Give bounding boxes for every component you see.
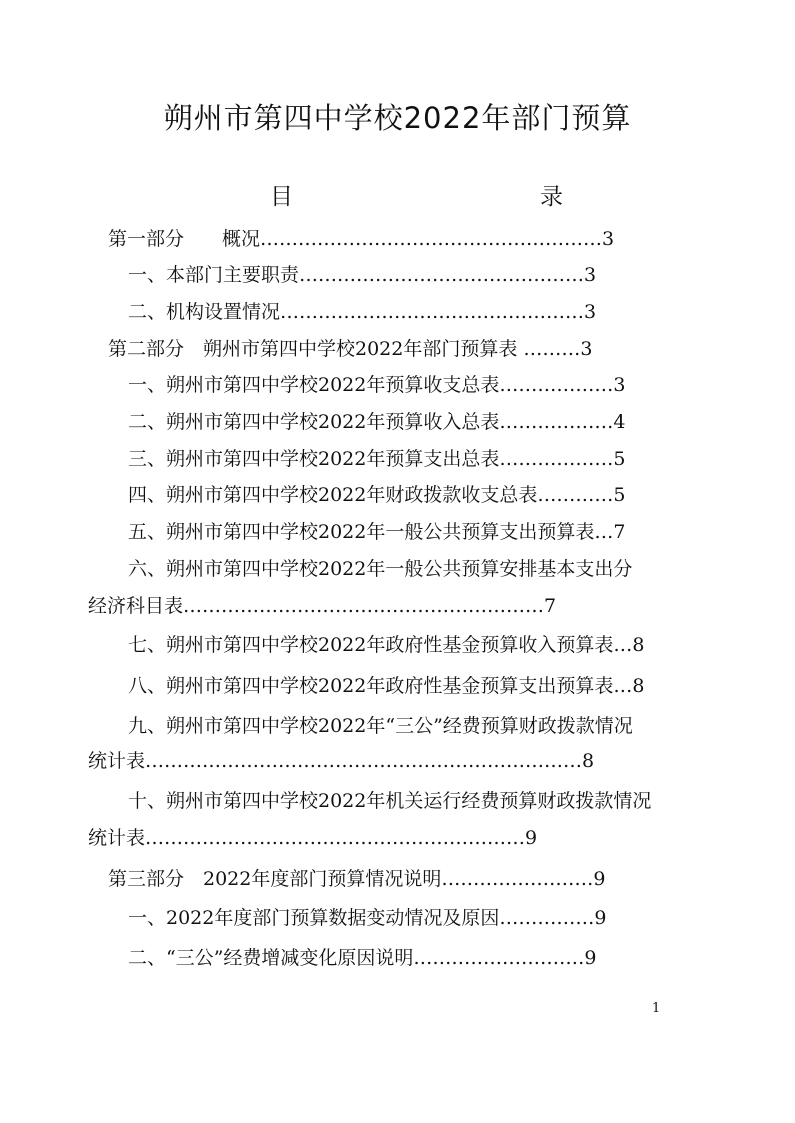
toc-line: 经济科目表…………………………………………………7 xyxy=(88,595,557,617)
toc-line: 六、朔州市第四中学校2022年一般公共预算安排基本支出分 xyxy=(128,558,633,580)
toc-line: 一、本部门主要职责………………………………………3 xyxy=(128,264,597,286)
toc-line: 一、2022年度部门预算数据变动情况及原因……………9 xyxy=(128,907,607,929)
toc-line: 二、机构设置情况…………………………………………3 xyxy=(128,301,597,323)
document-title: 朔州市第四中学校2022年部门预算 xyxy=(163,101,632,135)
toc-line: 三、朔州市第四中学校2022年预算支出总表………………5 xyxy=(128,448,626,470)
toc-line: 统计表……………………………………………………………8 xyxy=(88,750,595,772)
toc-line: 四、朔州市第四中学校2022年财政拨款收支总表…………5 xyxy=(128,484,626,506)
toc-line: 五、朔州市第四中学校2022年一般公共预算支出预算表…7 xyxy=(128,521,626,543)
toc-line: 八、朔州市第四中学校2022年政府性基金预算支出预算表…8 xyxy=(128,675,645,697)
page-number: 1 xyxy=(652,1001,661,1016)
toc-line: 第三部分 2022年度部门预算情况说明……………………9 xyxy=(108,868,606,890)
toc-heading-mu: 目 xyxy=(270,184,293,210)
toc-line: 第二部分 朔州市第四中学校2022年部门预算表 ………3 xyxy=(108,338,593,360)
toc-line: 七、朔州市第四中学校2022年政府性基金预算收入预算表…8 xyxy=(128,634,645,656)
toc-line: 二、“三公”经费增减变化原因说明………………………9 xyxy=(128,947,597,969)
toc-line: 统计表……………………………………………………9 xyxy=(88,827,538,849)
toc-line: 第一部分 概况………………………………………………3 xyxy=(108,228,615,250)
toc-line: 九、朔州市第四中学校2022年“三公”经费预算财政拨款情况 xyxy=(128,715,633,737)
toc-line: 十、朔州市第四中学校2022年机关运行经费预算财政拨款情况 xyxy=(128,790,652,812)
toc-line: 二、朔州市第四中学校2022年预算收入总表………………4 xyxy=(128,411,626,433)
toc-heading-lu: 录 xyxy=(540,184,563,210)
toc-line: 一、朔州市第四中学校2022年预算收支总表………………3 xyxy=(128,374,626,396)
